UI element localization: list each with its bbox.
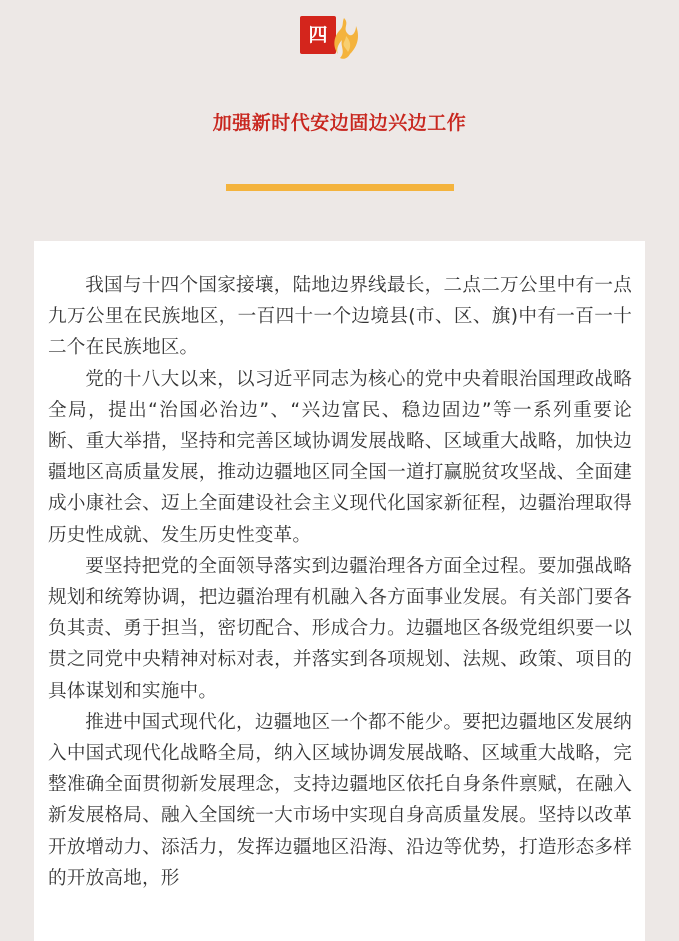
paragraph: 推进中国式现代化，边疆地区一个都不能少。要把边疆地区发展纳入中国式现代化战略全局，纳入区域协调发展战略、区域重大战略，完整准确全面贯彻新发展理念，支持边疆地区依托自身条件禀赋，在融入新发展格局、融入全国统一大市场中实现自身高质量发展。坚持以改革开放增动力、添活力，发挥边疆地区沿海、沿边等优势，打造形态多样的开放高地，形 — [48, 711, 632, 889]
section-heading: 加强新时代安边固边兴边工作 — [212, 112, 467, 134]
paragraph: 我国与十四个国家接壤，陆地边界线最长，二点二万公里中有一点九万公里在民族地区，一百四十一个边境县(市、区、旗)中有一百一十二个在民族地区。 — [48, 275, 632, 359]
section-number-badge — [300, 16, 362, 60]
heading-underline — [226, 184, 454, 191]
flame-icon — [330, 16, 360, 60]
article-body — [48, 270, 632, 894]
paragraph: 要坚持把党的全面领导落实到边疆治理各方面全过程。要加强战略规划和统筹协调，把边疆治理有机融入各方面事业发展。有关部门要各负其责、勇于担当，密切配合、形成合力。边疆地区各级党组织要一以贯之同党中央精神对标对表，并落实到各项规划、法规、政策、项目的具体谋划和实施中。 — [48, 555, 632, 702]
paragraph: 党的十八大以来，以习近平同志为核心的党中央着眼治国理政战略全局，提出“治国必治边”、“兴边富民、稳边固边”等一系列重要论断、重大举措，坚持和完善区域协调发展战略、区域重大战略，加快边疆地区高质量发展，推动边疆地区同全国一道打赢脱贫攻坚战、全面建成小康社会、迈上全面建设社会主义现代化国家新征程，边疆治理取得历史性成就、发生历史性变革。 — [48, 368, 632, 546]
section-number: 四 — [308, 23, 328, 46]
